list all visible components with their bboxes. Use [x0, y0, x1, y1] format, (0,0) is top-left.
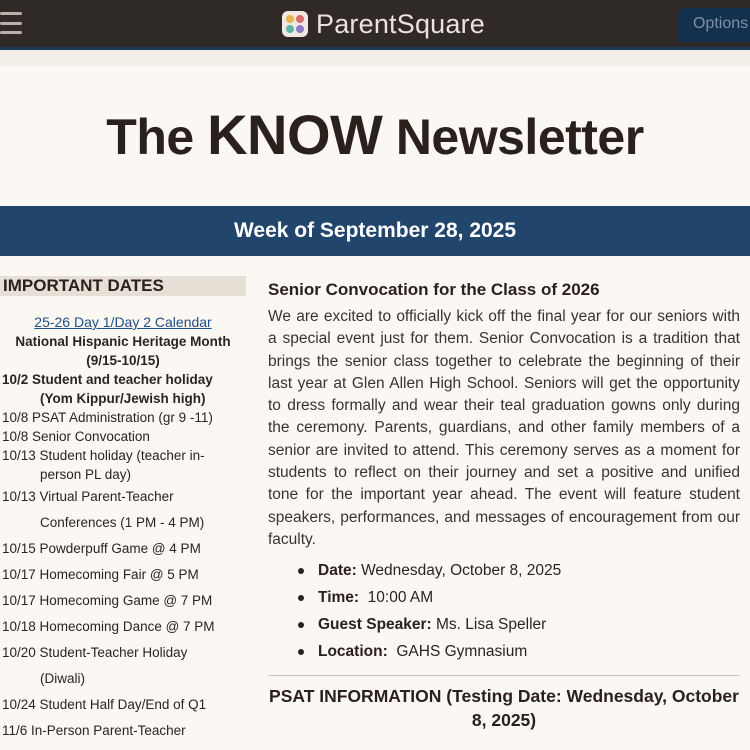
date-entry	[0, 427, 246, 446]
newsletter-sheet	[0, 66, 750, 750]
event-detail	[268, 584, 740, 611]
month-title: National Hispanic Heritage Month (9/15-10/15)	[15, 334, 231, 368]
date-entry-text: 11/6 In-Person Parent-Teacher	[2, 723, 186, 738]
event-detail-label: Time:	[318, 589, 360, 607]
date-entry-text: 10/20 Student-Teacher Holiday	[2, 645, 188, 660]
brand[interactable]	[282, 8, 485, 40]
calendar-link[interactable]: 25-26 Day 1/Day 2 Calendar	[34, 314, 212, 330]
date-entry-text: 10/13 Virtual Parent-Teacher	[2, 489, 174, 504]
date-entry-continuation: Conferences (1 PM - 4 PM)	[40, 515, 205, 530]
event-detail-value: Wednesday, October 8, 2025	[356, 562, 562, 580]
date-entry	[0, 640, 246, 692]
event-detail-value: Ms. Lisa Speller	[431, 616, 547, 634]
title-prefix: The	[106, 109, 194, 165]
dates-list	[0, 370, 246, 744]
psat-heading: PSAT INFORMATION (Testing Date: Wednesday, October 8, 2025)	[269, 686, 739, 731]
newsletter-title	[0, 102, 750, 167]
date-entry	[0, 408, 246, 427]
event-detail	[268, 557, 740, 584]
week-banner: Week of September 28, 2025	[0, 206, 750, 256]
date-entry	[0, 562, 246, 588]
event-detail-value: 10:00 AM	[359, 589, 434, 607]
event-detail-label: Guest Speaker:	[318, 616, 432, 634]
article-column	[268, 280, 740, 732]
date-entry	[0, 536, 246, 562]
date-entry-text: 10/17 Homecoming Game @ 7 PM	[2, 593, 213, 608]
title-suffix: Newsletter	[395, 109, 644, 165]
brand-name: ParentSquare	[316, 8, 486, 39]
date-entry-text: 10/15 Powderpuff Game @ 4 PM	[2, 541, 201, 556]
date-entry-text: 10/24 Student Half Day/End of Q1	[2, 697, 207, 712]
date-entry-continuation: person PL day)	[40, 467, 132, 482]
logo-dot	[286, 15, 294, 23]
event-details-list	[268, 557, 740, 665]
article-body: We are excited to officially kick off the final year for our seniors with a special event just for them. Senior Convocation is a tradition that brings the senior class together to celebrate the beginning of their last year at Glen Allen High School. Seniors will get the opportunity to dress formally and wear their teal graduation gowns only during the ceremony. Parents, guardians, and other family members of a senior are invited to attend. This ceremony serves as a moment for students to reflect on their journey and set a positive and unified tone for the important year ahead. The event will feature student speakers, performances, and messages of encouragement from our faculty.	[268, 308, 740, 548]
date-entry-text: 10/18 Homecoming Dance @ 7 PM	[2, 619, 215, 634]
date-entry-text: 10/2 Student and teacher holiday	[2, 372, 213, 387]
date-entry	[0, 614, 246, 640]
date-entry	[0, 370, 246, 408]
event-detail-value: GAHS Gymnasium	[387, 643, 528, 661]
event-detail-label: Location:	[318, 643, 388, 661]
date-entry-text: 10/8 PSAT Administration (gr 9 -11)	[2, 410, 213, 425]
app-header	[0, 0, 750, 50]
event-detail	[268, 611, 740, 638]
event-detail	[268, 638, 740, 665]
menu-icon[interactable]	[0, 12, 24, 34]
article-title: Senior Convocation for the Class of 2026	[268, 280, 600, 299]
date-entry	[0, 446, 246, 484]
logo-dot	[296, 15, 304, 23]
date-entry	[0, 588, 246, 614]
parentsquare-logo-icon	[282, 11, 308, 37]
date-entry	[0, 484, 246, 536]
important-dates-heading: IMPORTANT DATES	[0, 276, 246, 296]
date-entry-text: 10/17 Homecoming Fair @ 5 PM	[2, 567, 199, 582]
date-entry	[0, 718, 246, 744]
date-entry-text: 10/13 Student holiday (teacher in-	[2, 448, 205, 463]
options-button[interactable]: Options	[678, 8, 750, 42]
event-detail-label: Date:	[318, 562, 357, 580]
logo-dot	[286, 25, 294, 33]
date-entry	[0, 692, 246, 718]
date-entry-continuation: (Diwali)	[40, 671, 85, 686]
date-entry-text: 10/8 Senior Convocation	[2, 429, 150, 444]
title-main: KNOW	[207, 103, 383, 166]
logo-dot	[296, 25, 304, 33]
important-dates-column	[0, 276, 246, 744]
date-entry-continuation: (Yom Kippur/Jewish high)	[40, 391, 206, 406]
section-divider	[268, 675, 740, 676]
